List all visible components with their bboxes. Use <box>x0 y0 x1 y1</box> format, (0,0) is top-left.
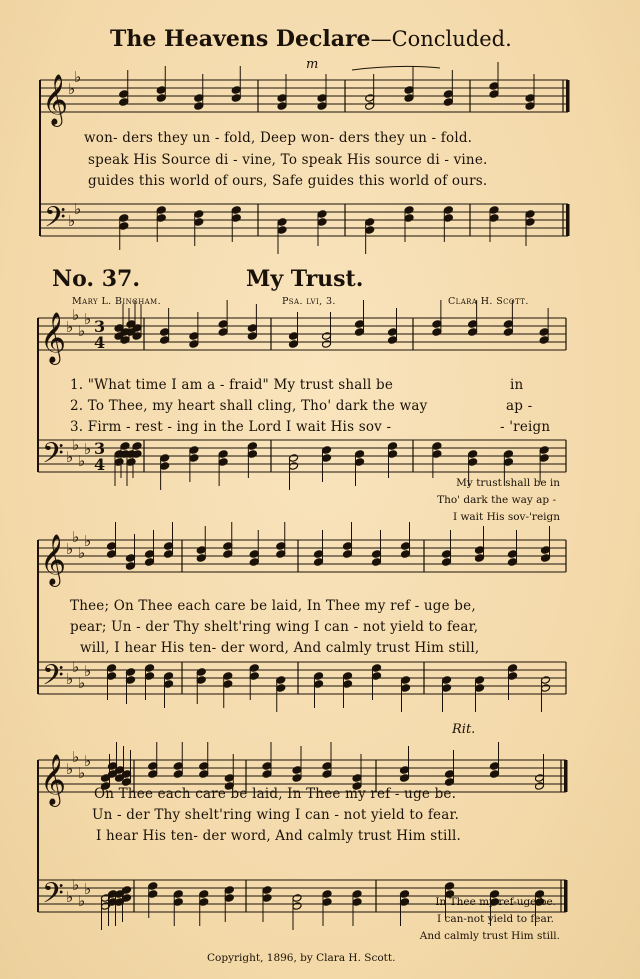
note-head <box>126 668 136 677</box>
note-head <box>289 462 299 471</box>
note-head <box>539 336 549 345</box>
note-head <box>475 676 485 685</box>
note-head <box>107 550 117 559</box>
note-head <box>317 218 327 227</box>
note-head <box>317 94 327 103</box>
note-head <box>404 86 414 95</box>
note-head <box>322 340 332 349</box>
note-head <box>404 214 414 223</box>
note-head <box>194 94 204 103</box>
note-head <box>231 86 241 95</box>
bass-note-lyric: In Thee my ref-uge be. <box>435 896 556 908</box>
bass-clef-icon: 𝄢 <box>42 877 64 917</box>
flat-sign-icon: ♭ <box>72 528 80 546</box>
note-head <box>107 672 117 681</box>
note-head <box>156 206 166 215</box>
note-head <box>475 546 485 555</box>
note-head <box>372 550 382 559</box>
note-head <box>119 214 129 223</box>
note-head <box>442 676 452 685</box>
note-head <box>194 218 204 227</box>
note-head <box>262 762 272 771</box>
note-head <box>525 94 535 103</box>
flat-sign-icon: ♭ <box>66 448 74 466</box>
treble-clef-icon: 𝄞 <box>42 74 69 125</box>
note-head <box>277 94 287 103</box>
note-head <box>196 554 206 563</box>
note-head <box>525 218 535 227</box>
note-head <box>292 894 302 903</box>
note-head <box>468 320 478 329</box>
note-head <box>249 664 259 673</box>
note-head <box>388 328 398 337</box>
note-head <box>148 770 158 779</box>
note-head <box>372 672 382 681</box>
note-head <box>343 672 353 681</box>
note-head <box>148 762 158 771</box>
note-head <box>196 546 206 555</box>
bass-clef-icon: 𝄢 <box>44 201 66 241</box>
note-head <box>400 890 410 899</box>
flat-sign-icon: ♭ <box>72 748 80 766</box>
flat-sign-icon: ♭ <box>78 322 86 340</box>
note-head <box>322 446 332 455</box>
note-head <box>352 890 362 899</box>
title-subtitle: Concluded. <box>391 27 512 51</box>
note-head <box>432 450 442 459</box>
note-head <box>199 770 209 779</box>
note-head <box>247 450 257 459</box>
note-head <box>365 218 375 227</box>
lyric-line: Un - der Thy shelt'ring wing I can - not yield to fear. <box>92 807 460 823</box>
note-head <box>194 210 204 219</box>
note-head <box>355 450 365 459</box>
flat-sign-icon: ♭ <box>84 310 92 328</box>
time-signature: 4 <box>94 333 106 352</box>
note-head <box>249 558 259 567</box>
bass-clef-icon: 𝄢 <box>42 659 64 699</box>
treble-clef-icon: 𝄞 <box>40 312 67 363</box>
final-bar-line <box>564 880 568 912</box>
note-head <box>189 446 199 455</box>
note-head <box>365 226 375 235</box>
note-head <box>503 320 513 329</box>
note-head <box>156 214 166 223</box>
note-head <box>541 676 551 685</box>
note-head <box>401 684 411 693</box>
composer-credit: Clara H. Scott. <box>448 296 529 307</box>
note-head <box>314 680 324 689</box>
note-head <box>114 458 124 467</box>
note-head <box>401 550 411 559</box>
note-head <box>218 458 228 467</box>
note-head <box>289 332 299 341</box>
note-head <box>445 882 455 891</box>
note-head <box>173 770 183 779</box>
note-head <box>107 664 117 673</box>
note-head <box>262 770 272 779</box>
note-head <box>224 894 234 903</box>
note-head <box>322 762 332 771</box>
note-head <box>196 676 206 685</box>
note-head <box>404 94 414 103</box>
note-head <box>355 458 365 467</box>
note-head <box>442 684 452 693</box>
note-head <box>343 542 353 551</box>
note-head <box>503 328 513 337</box>
bass-note-lyric: My trust shall be in <box>456 477 560 489</box>
lyric-line: Thee; On Thee each care be laid, In Thee my ref - uge be, <box>70 598 476 614</box>
title-text: The Heavens Declare <box>110 26 371 52</box>
lyric-line: 1. "What time I am a - fraid" My trust shall be <box>70 377 394 393</box>
note-head <box>372 664 382 673</box>
note-head <box>292 774 302 783</box>
note-head <box>508 672 518 681</box>
note-head <box>224 774 234 783</box>
flat-sign-icon: ♭ <box>66 760 74 778</box>
note-head <box>314 550 324 559</box>
note-head <box>401 676 411 685</box>
flat-sign-icon: ♭ <box>78 892 86 910</box>
bass-note-lyric: I can-not yield to fear. <box>437 913 554 925</box>
note-head <box>401 542 411 551</box>
note-head <box>525 102 535 111</box>
copyright-notice: Copyright, 1896, by Clara H. Scott. <box>207 952 396 964</box>
note-head <box>322 770 332 779</box>
note-head <box>122 886 132 895</box>
note-head <box>262 886 272 895</box>
note-head <box>132 442 142 451</box>
note-head <box>445 778 455 787</box>
note-head <box>173 898 183 907</box>
note-head <box>276 684 286 693</box>
note-head <box>404 206 414 215</box>
note-head <box>489 206 499 215</box>
note-head <box>445 770 455 779</box>
note-head <box>541 546 551 555</box>
note-head <box>126 458 136 467</box>
note-head <box>277 218 287 227</box>
hymn-title: My Trust. <box>246 266 364 292</box>
note-head <box>432 320 442 329</box>
note-head <box>148 890 158 899</box>
note-head <box>535 774 545 783</box>
note-head <box>247 332 257 341</box>
note-head <box>160 454 170 463</box>
flat-sign-icon: ♭ <box>68 212 76 230</box>
note-head <box>355 320 365 329</box>
lyric-line: On Thee each care be laid, In Thee my ref - uge be. <box>94 786 457 802</box>
note-head <box>535 782 545 791</box>
note-head <box>164 672 174 681</box>
note-head <box>276 550 286 559</box>
bass-note-lyric: I wait His sov-'reign <box>452 511 560 523</box>
time-signature: 3 <box>94 317 106 336</box>
note-head <box>249 550 259 559</box>
note-head <box>388 336 398 345</box>
lyric-line: pear; Un - der Thy shelt'ring wing I can - not yield to fear, <box>70 619 479 635</box>
note-head <box>322 898 332 907</box>
note-head <box>503 458 513 467</box>
note-head <box>218 320 228 329</box>
note-head <box>400 766 410 775</box>
flat-sign-icon: ♭ <box>84 440 92 458</box>
note-head <box>372 558 382 567</box>
note-head <box>189 340 199 349</box>
note-head <box>126 554 136 563</box>
note-head <box>247 324 257 333</box>
note-head <box>223 672 233 681</box>
flat-sign-icon: ♭ <box>84 752 92 770</box>
note-head <box>148 882 158 891</box>
lyric-line: 3. Firm - rest - ing in the Lord I wait His sov - <box>70 419 392 435</box>
flat-sign-icon: ♭ <box>78 764 86 782</box>
flat-sign-icon: ♭ <box>78 544 86 562</box>
note-head <box>145 558 155 567</box>
note-head <box>388 450 398 459</box>
note-head <box>539 454 549 463</box>
note-head <box>317 102 327 111</box>
note-head <box>400 898 410 907</box>
note-head <box>503 450 513 459</box>
flat-sign-icon: ♭ <box>84 662 92 680</box>
lyric-line: guides this world of ours, Safe guides this world of ours. <box>88 173 488 189</box>
note-head <box>126 562 136 571</box>
note-head <box>432 442 442 451</box>
flat-sign-icon: ♭ <box>78 452 86 470</box>
bass-note-lyric: And calmly trust Him still. <box>419 930 560 942</box>
note-head <box>223 550 233 559</box>
note-head <box>194 102 204 111</box>
flat-sign-icon: ♭ <box>68 80 76 98</box>
note-head <box>490 762 500 771</box>
flat-sign-icon: ♭ <box>66 888 74 906</box>
note-head <box>468 328 478 337</box>
flat-sign-icon: ♭ <box>72 876 80 894</box>
note-head <box>156 86 166 95</box>
note-head <box>352 774 362 783</box>
note-head <box>276 676 286 685</box>
note-head <box>119 90 129 99</box>
note-head <box>164 542 174 551</box>
page-title <box>110 26 512 52</box>
lyric-line: will, I hear His ten- der word, And calmly trust Him still, <box>80 640 480 656</box>
final-bar-line <box>566 80 570 112</box>
lyric-line: speak His Source di - vine, To speak His source di - vine. <box>88 152 488 168</box>
note-head <box>468 458 478 467</box>
treble-clef-icon: 𝄞 <box>40 754 67 805</box>
dynamic-marking: m <box>306 57 319 72</box>
flat-sign-icon: ♭ <box>72 306 80 324</box>
note-head <box>107 542 117 551</box>
note-head <box>289 454 299 463</box>
note-head <box>400 774 410 783</box>
lyric-line: I hear His ten- der word, And calmly trust Him still. <box>96 828 462 844</box>
note-head <box>388 442 398 451</box>
note-head <box>218 328 228 337</box>
note-head <box>352 898 362 907</box>
note-head <box>490 770 500 779</box>
note-head <box>508 664 518 673</box>
note-head <box>189 454 199 463</box>
time-signature: 4 <box>94 455 106 474</box>
note-head <box>322 890 332 899</box>
note-head <box>145 664 155 673</box>
note-head <box>355 328 365 337</box>
note-head <box>508 558 518 567</box>
note-head <box>443 214 453 223</box>
note-head <box>443 98 453 107</box>
note-head <box>160 462 170 471</box>
note-head <box>223 542 233 551</box>
lyric-line: won- ders they un - fold, Deep won- ders they un - fold. <box>84 130 473 146</box>
flat-sign-icon: ♭ <box>84 532 92 550</box>
bass-clef-icon: 𝄢 <box>42 437 64 477</box>
note-head <box>160 336 170 345</box>
note-head <box>508 550 518 559</box>
note-head <box>218 450 228 459</box>
final-bar-line <box>566 204 570 236</box>
note-head <box>145 550 155 559</box>
note-head <box>442 550 452 559</box>
note-head <box>541 684 551 693</box>
note-head <box>145 672 155 681</box>
note-head <box>199 890 209 899</box>
note-head <box>199 898 209 907</box>
note-head <box>249 672 259 681</box>
flat-sign-icon: ♭ <box>66 670 74 688</box>
note-head <box>365 102 375 111</box>
note-head <box>119 98 129 107</box>
final-bar-line <box>564 760 568 792</box>
note-head <box>223 680 233 689</box>
time-signature: 3 <box>94 439 106 458</box>
lyric-end: in <box>510 377 524 393</box>
hymn-number: No. 37. <box>52 266 140 292</box>
note-head <box>539 328 549 337</box>
note-head <box>489 82 499 91</box>
note-head <box>247 442 257 451</box>
note-head <box>443 90 453 99</box>
note-head <box>343 550 353 559</box>
note-head <box>525 210 535 219</box>
note-head <box>292 902 302 911</box>
note-head <box>314 558 324 567</box>
note-head <box>317 210 327 219</box>
note-head <box>489 90 499 99</box>
note-head <box>322 332 332 341</box>
note-head <box>156 94 166 103</box>
note-head <box>231 206 241 215</box>
note-head <box>173 762 183 771</box>
note-head <box>231 214 241 223</box>
author-credit: Mary L. Bingham. <box>72 296 162 307</box>
lyric-end: - 'reign <box>500 419 551 435</box>
note-head <box>314 672 324 681</box>
flat-sign-icon: ♭ <box>74 68 82 86</box>
scripture-credit: Psa. lvi, 3. <box>282 296 336 307</box>
note-head <box>173 890 183 899</box>
lyric-line: 2. To Thee, my heart shall cling, Tho' dark the way <box>70 398 428 414</box>
flat-sign-icon: ♭ <box>66 540 74 558</box>
note-head <box>289 340 299 349</box>
note-head <box>224 886 234 895</box>
note-head <box>475 684 485 693</box>
note-head <box>160 328 170 337</box>
note-head <box>277 226 287 235</box>
note-head <box>539 446 549 455</box>
note-head <box>120 442 130 451</box>
note-head <box>231 94 241 103</box>
note-head <box>119 222 129 231</box>
note-head <box>189 332 199 341</box>
note-head <box>196 668 206 677</box>
note-head <box>277 102 287 111</box>
flat-sign-icon: ♭ <box>66 318 74 336</box>
bass-note-lyric: Tho' dark the way ap - <box>437 494 556 506</box>
crescendo-hairpin <box>352 66 440 70</box>
title-dash: — <box>370 27 392 51</box>
note-head <box>322 454 332 463</box>
note-head <box>475 554 485 563</box>
note-head <box>343 680 353 689</box>
treble-clef-icon: 𝄞 <box>40 534 67 585</box>
note-head <box>164 680 174 689</box>
note-head <box>432 328 442 337</box>
flat-sign-icon: ♭ <box>84 880 92 898</box>
ritardando-marking: Rit. <box>452 722 476 737</box>
flat-sign-icon: ♭ <box>72 436 80 454</box>
note-head <box>443 206 453 215</box>
flat-sign-icon: ♭ <box>72 658 80 676</box>
flat-sign-icon: ♭ <box>78 674 86 692</box>
note-head <box>541 554 551 563</box>
note-head <box>365 94 375 103</box>
lyric-end: ap - <box>506 398 533 414</box>
note-head <box>292 766 302 775</box>
note-head <box>468 450 478 459</box>
note-head <box>442 558 452 567</box>
note-head <box>276 542 286 551</box>
note-head <box>199 762 209 771</box>
note-head <box>489 214 499 223</box>
note-head <box>164 550 174 559</box>
flat-sign-icon: ♭ <box>74 200 82 218</box>
note-head <box>262 894 272 903</box>
note-head <box>126 676 136 685</box>
